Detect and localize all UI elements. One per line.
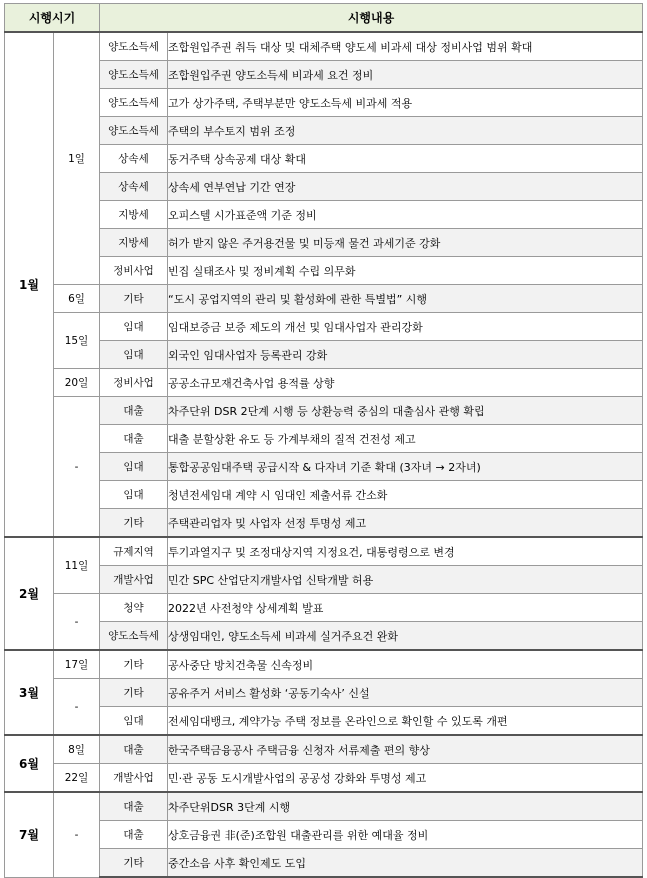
category-cell: 개발사업 bbox=[100, 764, 168, 793]
category-cell: 규제지역 bbox=[100, 537, 168, 566]
category-cell: 기타 bbox=[100, 650, 168, 679]
category-cell: 대출 bbox=[100, 735, 168, 764]
month-cell: 7월 bbox=[5, 792, 54, 877]
category-cell: 임대 bbox=[100, 341, 168, 369]
table-row bbox=[5, 425, 643, 453]
content-cell: 주택관리업자 및 사업자 선정 투명성 제고 bbox=[168, 509, 643, 538]
category-cell: 기타 bbox=[100, 849, 168, 878]
content-cell: 투기과열지구 및 조정대상지역 지정요건, 대통령령으로 변경 bbox=[168, 537, 643, 566]
content-cell: 민간 SPC 산업단지개발사업 신탁개발 허용 bbox=[168, 566, 643, 594]
day-cell: 1일 bbox=[54, 32, 100, 285]
day-cell: 17일 bbox=[54, 650, 100, 679]
content-cell: 대출 분할상환 유도 등 가계부채의 질적 건전성 제고 bbox=[168, 425, 643, 453]
day-cell: 20일 bbox=[54, 369, 100, 397]
day-cell: 6일 bbox=[54, 285, 100, 313]
content-cell: 빈집 실태조사 및 정비계획 수립 의무화 bbox=[168, 257, 643, 285]
day-cell: 15일 bbox=[54, 313, 100, 369]
month-cell: 1월 bbox=[5, 32, 54, 537]
table-row bbox=[5, 821, 643, 849]
content-cell: 조합원입주권 양도소득세 비과세 요건 정비 bbox=[168, 61, 643, 89]
content-cell: 주택의 부수토지 범위 조정 bbox=[168, 117, 643, 145]
table-row bbox=[5, 566, 643, 594]
category-cell: 대출 bbox=[100, 792, 168, 821]
category-cell: 지방세 bbox=[100, 229, 168, 257]
table-row bbox=[5, 369, 643, 397]
table-row bbox=[5, 707, 643, 736]
category-cell: 개발사업 bbox=[100, 566, 168, 594]
category-cell: 상속세 bbox=[100, 173, 168, 201]
day-cell: - bbox=[54, 594, 100, 651]
header-period: 시행시기 bbox=[5, 4, 100, 33]
content-cell: 민·관 공동 도시개발사업의 공공성 강화와 투명성 제고 bbox=[168, 764, 643, 793]
content-cell: 동거주택 상속공제 대상 확대 bbox=[168, 145, 643, 173]
category-cell: 임대 bbox=[100, 313, 168, 341]
content-cell: 통합공공임대주택 공급시작 & 다자녀 기준 확대 (3자녀 → 2자녀) bbox=[168, 453, 643, 481]
month-cell: 3월 bbox=[5, 650, 54, 735]
category-cell: 양도소득세 bbox=[100, 61, 168, 89]
category-cell: 대출 bbox=[100, 425, 168, 453]
day-cell: - bbox=[54, 679, 100, 736]
category-cell: 임대 bbox=[100, 707, 168, 736]
table-row bbox=[5, 594, 643, 622]
table-row bbox=[5, 537, 643, 566]
content-cell: 공유주거 서비스 활성화 ‘공동기숙사’ 신설 bbox=[168, 679, 643, 707]
table-row bbox=[5, 32, 643, 61]
schedule-table bbox=[4, 3, 643, 878]
table-row bbox=[5, 285, 643, 313]
category-cell: 임대 bbox=[100, 481, 168, 509]
content-cell: “도시 공업지역의 관리 및 활성화에 관한 특별법” 시행 bbox=[168, 285, 643, 313]
table-row bbox=[5, 313, 643, 341]
day-cell: 22일 bbox=[54, 764, 100, 793]
category-cell: 정비사업 bbox=[100, 369, 168, 397]
content-cell: 차주단위 DSR 2단계 시행 등 상환능력 중심의 대출심사 관행 확립 bbox=[168, 397, 643, 425]
table-row bbox=[5, 229, 643, 257]
table-row bbox=[5, 397, 643, 425]
content-cell: 중간소음 사후 확인제도 도입 bbox=[168, 849, 643, 878]
content-cell: 고가 상가주택, 주택부분만 양도소득세 비과세 적용 bbox=[168, 89, 643, 117]
content-cell: 차주단위DSR 3단계 시행 bbox=[168, 792, 643, 821]
category-cell: 양도소득세 bbox=[100, 89, 168, 117]
category-cell: 대출 bbox=[100, 821, 168, 849]
content-cell: 한국주택금융공사 주택금융 신청자 서류제출 편의 향상 bbox=[168, 735, 643, 764]
content-cell: 조합원입주권 취득 대상 및 대체주택 양도세 비과세 대상 정비사업 범위 확대 bbox=[168, 32, 643, 61]
header-content: 시행내용 bbox=[100, 4, 643, 33]
day-cell: 11일 bbox=[54, 537, 100, 594]
content-cell: 임대보증금 보증 제도의 개선 및 임대사업자 관리강화 bbox=[168, 313, 643, 341]
category-cell: 대출 bbox=[100, 397, 168, 425]
category-cell: 임대 bbox=[100, 453, 168, 481]
table-row bbox=[5, 257, 643, 285]
table-row bbox=[5, 173, 643, 201]
table-row bbox=[5, 117, 643, 145]
category-cell: 청약 bbox=[100, 594, 168, 622]
category-cell: 지방세 bbox=[100, 201, 168, 229]
table-row bbox=[5, 735, 643, 764]
table-row bbox=[5, 764, 643, 793]
content-cell: 허가 받지 않은 주거용건물 및 미등재 물건 과세기준 강화 bbox=[168, 229, 643, 257]
category-cell: 기타 bbox=[100, 679, 168, 707]
category-cell: 양도소득세 bbox=[100, 622, 168, 651]
table-row bbox=[5, 481, 643, 509]
table-row bbox=[5, 201, 643, 229]
day-cell: - bbox=[54, 397, 100, 538]
month-cell: 6월 bbox=[5, 735, 54, 792]
content-cell: 공사중단 방치건축물 신속정비 bbox=[168, 650, 643, 679]
table-row bbox=[5, 61, 643, 89]
table-row bbox=[5, 341, 643, 369]
table-row bbox=[5, 145, 643, 173]
schedule-body bbox=[5, 32, 643, 877]
category-cell: 기타 bbox=[100, 285, 168, 313]
table-row bbox=[5, 650, 643, 679]
content-cell: 전세임대뱅크, 계약가능 주택 정보를 온라인으로 확인할 수 있도록 개편 bbox=[168, 707, 643, 736]
content-cell: 공공소규모재건축사업 용적률 상향 bbox=[168, 369, 643, 397]
day-cell: - bbox=[54, 792, 100, 877]
table-row bbox=[5, 849, 643, 878]
category-cell: 기타 bbox=[100, 509, 168, 538]
table-row bbox=[5, 89, 643, 117]
content-cell: 외국인 임대사업자 등록관리 강화 bbox=[168, 341, 643, 369]
content-cell: 청년전세임대 계약 시 임대인 제출서류 간소화 bbox=[168, 481, 643, 509]
content-cell: 상생임대인, 양도소득세 비과세 실거주요건 완화 bbox=[168, 622, 643, 651]
content-cell: 오피스텔 시가표준액 기준 정비 bbox=[168, 201, 643, 229]
content-cell: 상속세 연부연납 기간 연장 bbox=[168, 173, 643, 201]
category-cell: 양도소득세 bbox=[100, 117, 168, 145]
month-cell: 2월 bbox=[5, 537, 54, 650]
table-header bbox=[5, 4, 643, 33]
table-row bbox=[5, 453, 643, 481]
day-cell: 8일 bbox=[54, 735, 100, 764]
content-cell: 상호금융권 非(준)조합원 대출관리를 위한 예대율 정비 bbox=[168, 821, 643, 849]
category-cell: 정비사업 bbox=[100, 257, 168, 285]
table-row bbox=[5, 622, 643, 651]
table-row bbox=[5, 509, 643, 538]
category-cell: 양도소득세 bbox=[100, 32, 168, 61]
content-cell: 2022년 사전청약 상세계획 발표 bbox=[168, 594, 643, 622]
table-row bbox=[5, 792, 643, 821]
category-cell: 상속세 bbox=[100, 145, 168, 173]
table-row bbox=[5, 679, 643, 707]
